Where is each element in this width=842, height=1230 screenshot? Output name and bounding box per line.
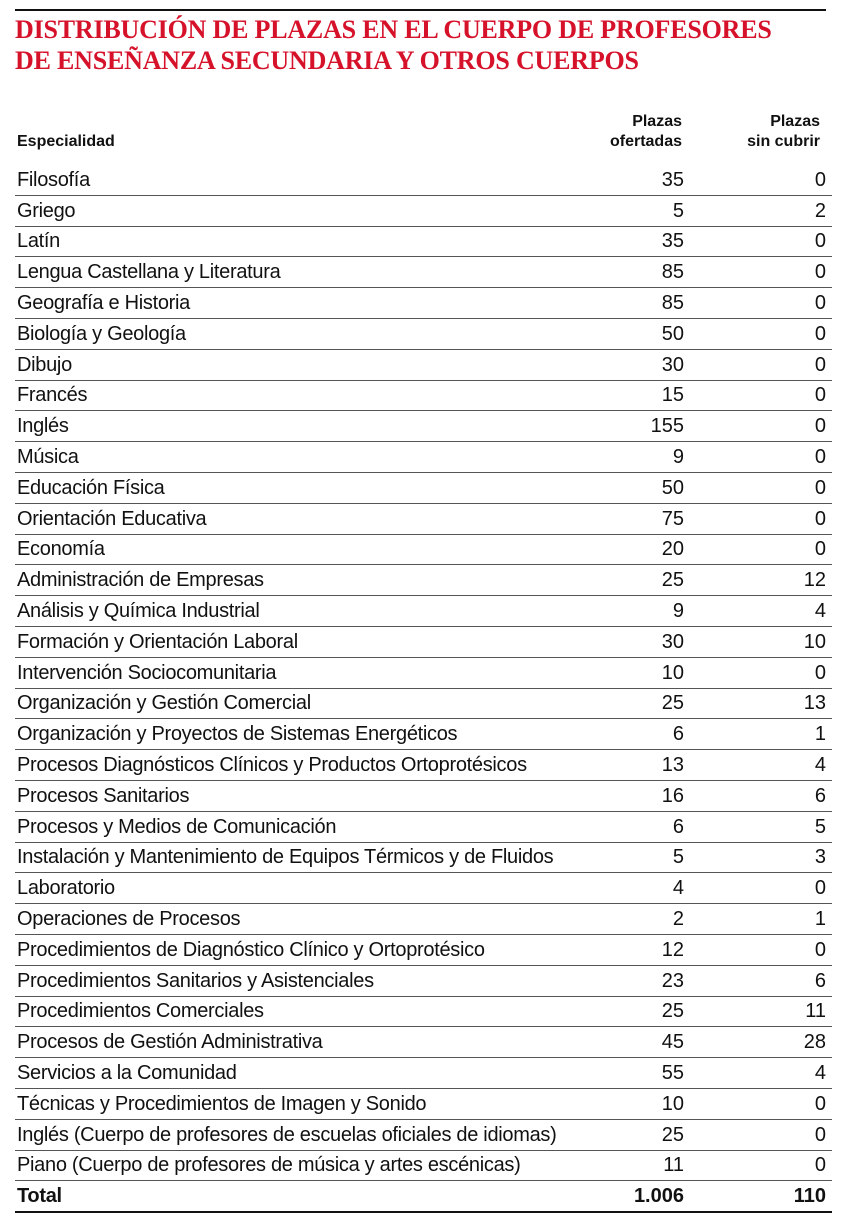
cell-plazas-sin-cubrir: 13 xyxy=(684,688,832,719)
header-plazas-ofertadas xyxy=(610,112,682,152)
cell-plazas-ofertadas: 10 xyxy=(607,1088,684,1119)
cell-especialidad: Biología y Geología xyxy=(15,318,607,349)
title-line-1: DISTRIBUCIÓN DE PLAZAS EN EL CUERPO DE PROFESORES xyxy=(15,15,772,44)
cell-plazas-ofertadas: 155 xyxy=(607,411,684,442)
header-especialidad-label: Especialidad xyxy=(17,133,115,150)
table-row xyxy=(15,996,832,1027)
table-row xyxy=(15,934,832,965)
cell-plazas-ofertadas: 85 xyxy=(607,257,684,288)
cell-especialidad: Geografía e Historia xyxy=(15,288,607,319)
table-row xyxy=(15,750,832,781)
cell-plazas-sin-cubrir: 0 xyxy=(684,1150,832,1181)
cell-plazas-sin-cubrir: 0 xyxy=(684,257,832,288)
table-row xyxy=(15,1027,832,1058)
cell-plazas-sin-cubrir: 11 xyxy=(684,996,832,1027)
table-row xyxy=(15,195,832,226)
cell-especialidad: Inglés (Cuerpo de profesores de escuelas oficiales de idiomas) xyxy=(15,1119,607,1150)
total-cell-plazas-sin-cubrir: 110 xyxy=(684,1181,832,1212)
table-row xyxy=(15,719,832,750)
cell-plazas-ofertadas: 85 xyxy=(607,288,684,319)
cell-plazas-sin-cubrir: 1 xyxy=(684,904,832,935)
cell-plazas-ofertadas: 45 xyxy=(607,1027,684,1058)
cell-especialidad: Operaciones de Procesos xyxy=(15,904,607,935)
cell-especialidad: Procedimientos de Diagnóstico Clínico y Ortoprotésico xyxy=(15,934,607,965)
cell-especialidad: Formación y Orientación Laboral xyxy=(15,626,607,657)
cell-especialidad: Procesos y Medios de Comunicación xyxy=(15,811,607,842)
cell-plazas-ofertadas: 13 xyxy=(607,750,684,781)
table-row xyxy=(15,596,832,627)
cell-plazas-sin-cubrir: 0 xyxy=(684,934,832,965)
cell-plazas-ofertadas: 25 xyxy=(607,996,684,1027)
cell-especialidad: Música xyxy=(15,442,607,473)
table-row xyxy=(15,1119,832,1150)
table-row xyxy=(15,257,832,288)
cell-plazas-ofertadas: 30 xyxy=(607,349,684,380)
cell-plazas-sin-cubrir: 0 xyxy=(684,1088,832,1119)
cell-especialidad: Griego xyxy=(15,195,607,226)
cell-plazas-ofertadas: 4 xyxy=(607,873,684,904)
cell-plazas-ofertadas: 9 xyxy=(607,596,684,627)
cell-plazas-sin-cubrir: 6 xyxy=(684,780,832,811)
cell-plazas-ofertadas: 5 xyxy=(607,195,684,226)
cell-especialidad: Lengua Castellana y Literatura xyxy=(15,257,607,288)
header-plazas-ofertadas-line-2: ofertadas xyxy=(609,133,682,150)
cell-especialidad: Filosofía xyxy=(15,165,607,195)
total-row xyxy=(15,1181,832,1212)
cell-plazas-sin-cubrir: 0 xyxy=(684,442,832,473)
cell-especialidad: Francés xyxy=(15,380,607,411)
table-row xyxy=(15,626,832,657)
cell-plazas-sin-cubrir: 1 xyxy=(684,719,832,750)
cell-especialidad: Técnicas y Procedimientos de Imagen y Sonido xyxy=(15,1088,607,1119)
cell-plazas-ofertadas: 15 xyxy=(607,380,684,411)
table-row xyxy=(15,780,832,811)
table-row xyxy=(15,904,832,935)
table-row xyxy=(15,688,832,719)
cell-especialidad: Latín xyxy=(15,226,607,257)
table-row xyxy=(15,873,832,904)
cell-plazas-sin-cubrir: 0 xyxy=(684,288,832,319)
cell-plazas-ofertadas: 35 xyxy=(607,226,684,257)
cell-especialidad: Educación Física xyxy=(15,472,607,503)
header-especialidad xyxy=(17,132,115,152)
cell-plazas-sin-cubrir: 0 xyxy=(684,534,832,565)
cell-plazas-ofertadas: 55 xyxy=(607,1058,684,1089)
cell-plazas-sin-cubrir: 10 xyxy=(684,626,832,657)
cell-plazas-ofertadas: 25 xyxy=(607,565,684,596)
cell-plazas-sin-cubrir: 0 xyxy=(684,503,832,534)
cell-especialidad: Instalación y Mantenimiento de Equipos Térmicos y de Fluidos xyxy=(15,842,607,873)
cell-especialidad: Servicios a la Comunidad xyxy=(15,1058,607,1089)
cell-plazas-ofertadas: 25 xyxy=(607,688,684,719)
cell-plazas-ofertadas: 50 xyxy=(607,318,684,349)
cell-plazas-ofertadas: 12 xyxy=(607,934,684,965)
cell-plazas-sin-cubrir: 0 xyxy=(684,873,832,904)
cell-especialidad: Laboratorio xyxy=(15,873,607,904)
cell-plazas-ofertadas: 5 xyxy=(607,842,684,873)
title-line-2: DE ENSEÑANZA SECUNDARIA Y OTROS CUERPOS xyxy=(15,46,639,75)
table-row xyxy=(15,380,832,411)
cell-plazas-sin-cubrir: 0 xyxy=(684,349,832,380)
table-row xyxy=(15,349,832,380)
cell-plazas-ofertadas: 75 xyxy=(607,503,684,534)
table-row xyxy=(15,318,832,349)
cell-plazas-sin-cubrir: 6 xyxy=(684,965,832,996)
cell-plazas-sin-cubrir: 0 xyxy=(684,165,832,195)
header-plazas-sin-cubrir-line-2: sin cubrir xyxy=(747,133,820,150)
header-plazas-sin-cubrir-line-1: Plazas xyxy=(770,113,820,130)
cell-plazas-sin-cubrir: 4 xyxy=(684,750,832,781)
cell-especialidad: Economía xyxy=(15,534,607,565)
cell-especialidad: Intervención Sociocomunitaria xyxy=(15,657,607,688)
cell-plazas-ofertadas: 35 xyxy=(607,165,684,195)
cell-plazas-ofertadas: 10 xyxy=(607,657,684,688)
table-row xyxy=(15,472,832,503)
table-row xyxy=(15,165,832,195)
header-plazas-ofertadas-line-1: Plazas xyxy=(632,113,682,130)
table-row xyxy=(15,965,832,996)
table-row xyxy=(15,657,832,688)
cell-especialidad: Organización y Gestión Comercial xyxy=(15,688,607,719)
total-cell-plazas-ofertadas: 1.006 xyxy=(607,1181,684,1212)
cell-plazas-ofertadas: 25 xyxy=(607,1119,684,1150)
cell-especialidad: Piano (Cuerpo de profesores de música y artes escénicas) xyxy=(15,1150,607,1181)
cell-plazas-ofertadas: 6 xyxy=(607,811,684,842)
table-row xyxy=(15,288,832,319)
chart-title xyxy=(15,14,826,76)
table-row xyxy=(15,411,832,442)
cell-plazas-sin-cubrir: 4 xyxy=(684,596,832,627)
table-row xyxy=(15,1058,832,1089)
cell-especialidad: Administración de Empresas xyxy=(15,565,607,596)
cell-plazas-sin-cubrir: 0 xyxy=(684,472,832,503)
cell-plazas-sin-cubrir: 3 xyxy=(684,842,832,873)
cell-plazas-ofertadas: 23 xyxy=(607,965,684,996)
cell-plazas-ofertadas: 20 xyxy=(607,534,684,565)
cell-plazas-ofertadas: 2 xyxy=(607,904,684,935)
cell-plazas-sin-cubrir: 4 xyxy=(684,1058,832,1089)
cell-plazas-ofertadas: 6 xyxy=(607,719,684,750)
cell-especialidad: Análisis y Química Industrial xyxy=(15,596,607,627)
table-row xyxy=(15,503,832,534)
table-row xyxy=(15,1150,832,1181)
total-cell-especialidad: Total xyxy=(15,1181,607,1212)
table-row xyxy=(15,534,832,565)
cell-plazas-sin-cubrir: 0 xyxy=(684,411,832,442)
cell-especialidad: Procesos Sanitarios xyxy=(15,780,607,811)
cell-especialidad: Procedimientos Comerciales xyxy=(15,996,607,1027)
cell-plazas-ofertadas: 9 xyxy=(607,442,684,473)
cell-plazas-ofertadas: 50 xyxy=(607,472,684,503)
table-row xyxy=(15,226,832,257)
cell-plazas-sin-cubrir: 28 xyxy=(684,1027,832,1058)
table-row xyxy=(15,811,832,842)
table-row xyxy=(15,442,832,473)
cell-plazas-sin-cubrir: 0 xyxy=(684,318,832,349)
cell-especialidad: Organización y Proyectos de Sistemas Energéticos xyxy=(15,719,607,750)
cell-plazas-sin-cubrir: 0 xyxy=(684,1119,832,1150)
header-plazas-sin-cubrir xyxy=(747,112,820,152)
cell-plazas-ofertadas: 30 xyxy=(607,626,684,657)
table-row xyxy=(15,842,832,873)
data-table xyxy=(15,165,832,1213)
table-body xyxy=(15,165,832,1212)
cell-especialidad: Inglés xyxy=(15,411,607,442)
cell-plazas-sin-cubrir: 5 xyxy=(684,811,832,842)
cell-especialidad: Dibujo xyxy=(15,349,607,380)
cell-especialidad: Procesos Diagnósticos Clínicos y Productos Ortoprotésicos xyxy=(15,750,607,781)
table-row xyxy=(15,1088,832,1119)
cell-especialidad: Procesos de Gestión Administrativa xyxy=(15,1027,607,1058)
cell-plazas-ofertadas: 16 xyxy=(607,780,684,811)
cell-especialidad: Procedimientos Sanitarios y Asistenciales xyxy=(15,965,607,996)
table-row xyxy=(15,565,832,596)
cell-plazas-ofertadas: 11 xyxy=(607,1150,684,1181)
top-rule xyxy=(15,9,826,11)
cell-especialidad: Orientación Educativa xyxy=(15,503,607,534)
cell-plazas-sin-cubrir: 2 xyxy=(684,195,832,226)
cell-plazas-sin-cubrir: 12 xyxy=(684,565,832,596)
cell-plazas-sin-cubrir: 0 xyxy=(684,226,832,257)
cell-plazas-sin-cubrir: 0 xyxy=(684,380,832,411)
cell-plazas-sin-cubrir: 0 xyxy=(684,657,832,688)
